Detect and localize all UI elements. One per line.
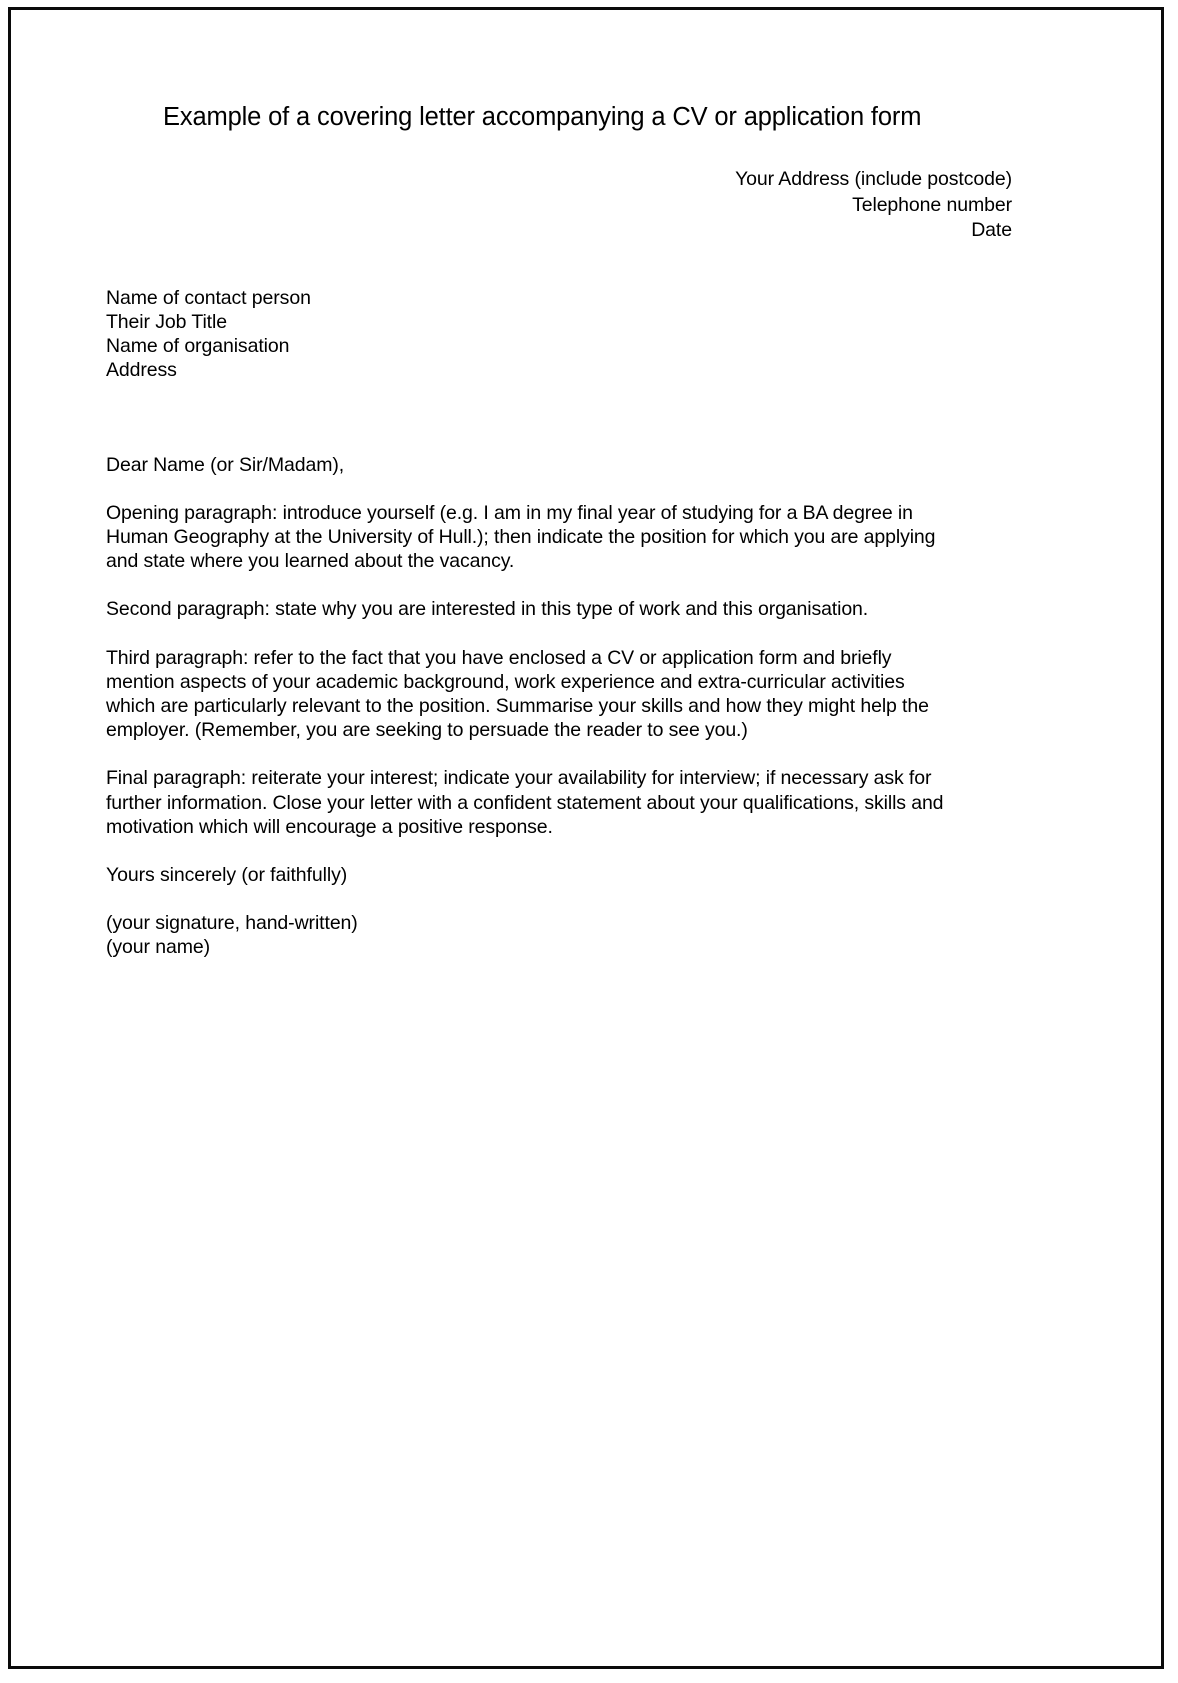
page-border-frame [8, 7, 1164, 1669]
paragraph-line: Human Geography at the University of Hull.); then indicate the position for which you are applying [106, 525, 936, 548]
paragraph-line: motivation which will encourage a positive response. [106, 815, 553, 838]
paragraph-line: Third paragraph: refer to the fact that you have enclosed a CV or application form and briefly [106, 646, 892, 669]
recipient-address-block [106, 286, 1012, 383]
paragraph-line: Final paragraph: reiterate your interest; indicate your availability for interview; if necessary ask for [106, 767, 932, 790]
sender-address-block [106, 167, 1012, 244]
final-paragraph [106, 766, 1001, 839]
page-title: Example of a covering letter accompanying a CV or application form [163, 103, 922, 131]
signature-name-line: (your name) [106, 936, 211, 959]
recipient-contact-name: Name of contact person [106, 286, 311, 309]
paragraph-line: mention aspects of your academic background, work experience and extra-curricular activities [106, 670, 905, 693]
third-paragraph [106, 646, 1001, 743]
paragraph-line: Second paragraph: state why you are interested in this type of work and this organisation. [106, 598, 869, 621]
paragraph-line: further information. Close your letter with a confident statement about your qualifications, skills and [106, 791, 944, 814]
paragraph-line: and state where you learned about the vacancy. [106, 550, 515, 573]
paragraph-line: employer. (Remember, you are seeking to persuade the reader to see you.) [106, 719, 748, 742]
second-paragraph [106, 597, 1001, 621]
signature-placeholder-line: (your signature, hand-written) [106, 912, 358, 935]
closing-salutation: Yours sincerely (or faithfully) [106, 863, 348, 886]
salutation: Dear Name (or Sir/Madam), [106, 453, 345, 476]
letter-content [106, 102, 1012, 960]
signature-block [106, 911, 1012, 960]
letter-page [11, 10, 1161, 1666]
recipient-address: Address [106, 359, 177, 382]
recipient-job-title: Their Job Title [106, 310, 227, 333]
sender-date-line: Date [971, 219, 1012, 241]
paragraph-line: which are particularly relevant to the position. Summarise your skills and how they might help the [106, 694, 929, 717]
sender-telephone-line: Telephone number [852, 193, 1012, 216]
recipient-organisation: Name of organisation [106, 335, 290, 358]
sender-address-line: Your Address (include postcode) [735, 168, 1012, 190]
opening-paragraph [106, 501, 1001, 574]
paragraph-line: Opening paragraph: introduce yourself (e.g. I am in my final year of studying for a BA degree in [106, 501, 913, 524]
